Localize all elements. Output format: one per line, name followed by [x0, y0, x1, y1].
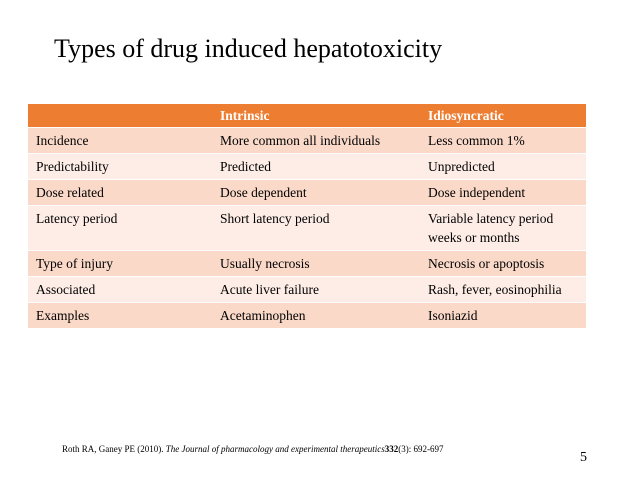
- row-label: Examples: [28, 303, 212, 329]
- row-label: Associated: [28, 277, 212, 303]
- citation-issue-pages: (3): 692-697: [398, 444, 444, 454]
- row-label: Incidence: [28, 128, 212, 154]
- idiosyncratic-cell: Isoniazid: [420, 303, 586, 329]
- row-label: Dose related: [28, 180, 212, 206]
- citation-volume: 332: [384, 444, 399, 454]
- intrinsic-cell: Short latency period: [212, 206, 420, 251]
- hepatotoxicity-table: [28, 103, 586, 328]
- table-row: [28, 206, 586, 251]
- row-label: Latency period: [28, 206, 212, 251]
- table-row: [28, 251, 586, 277]
- table-row: [28, 180, 586, 206]
- intrinsic-cell: Acetaminophen: [212, 303, 420, 329]
- idiosyncratic-cell: Dose independent: [420, 180, 586, 206]
- intrinsic-cell: Dose dependent: [212, 180, 420, 206]
- intrinsic-cell: More common all individuals: [212, 128, 420, 154]
- table-row: [28, 154, 586, 180]
- row-label: Predictability: [28, 154, 212, 180]
- row-label: Type of injury: [28, 251, 212, 277]
- idiosyncratic-cell: Variable latency period weeks or months: [420, 206, 586, 251]
- page-title: Types of drug induced hepatotoxicity: [54, 34, 443, 63]
- header-cell-idiosyncratic: Idiosyncratic: [420, 104, 586, 128]
- table-row: [28, 128, 586, 154]
- header-cell-intrinsic: Intrinsic: [212, 104, 420, 128]
- table-header-row: [28, 104, 586, 128]
- citation-authors: Roth RA, Ganey PE (2010).: [62, 444, 166, 454]
- citation-journal: The Journal of pharmacology and experimental therapeutics: [165, 444, 385, 454]
- intrinsic-cell: Usually necrosis: [212, 251, 420, 277]
- intrinsic-cell: Predicted: [212, 154, 420, 180]
- idiosyncratic-cell: Unpredicted: [420, 154, 586, 180]
- header-cell-blank: [28, 104, 212, 128]
- idiosyncratic-cell: Less common 1%: [420, 128, 586, 154]
- intrinsic-cell: Acute liver failure: [212, 277, 420, 303]
- page-number: 5: [580, 450, 587, 465]
- table-row: [28, 277, 586, 303]
- idiosyncratic-cell: Rash, fever, eosinophilia: [420, 277, 586, 303]
- citation: [62, 443, 443, 455]
- idiosyncratic-cell: Necrosis or apoptosis: [420, 251, 586, 277]
- table-row: [28, 303, 586, 329]
